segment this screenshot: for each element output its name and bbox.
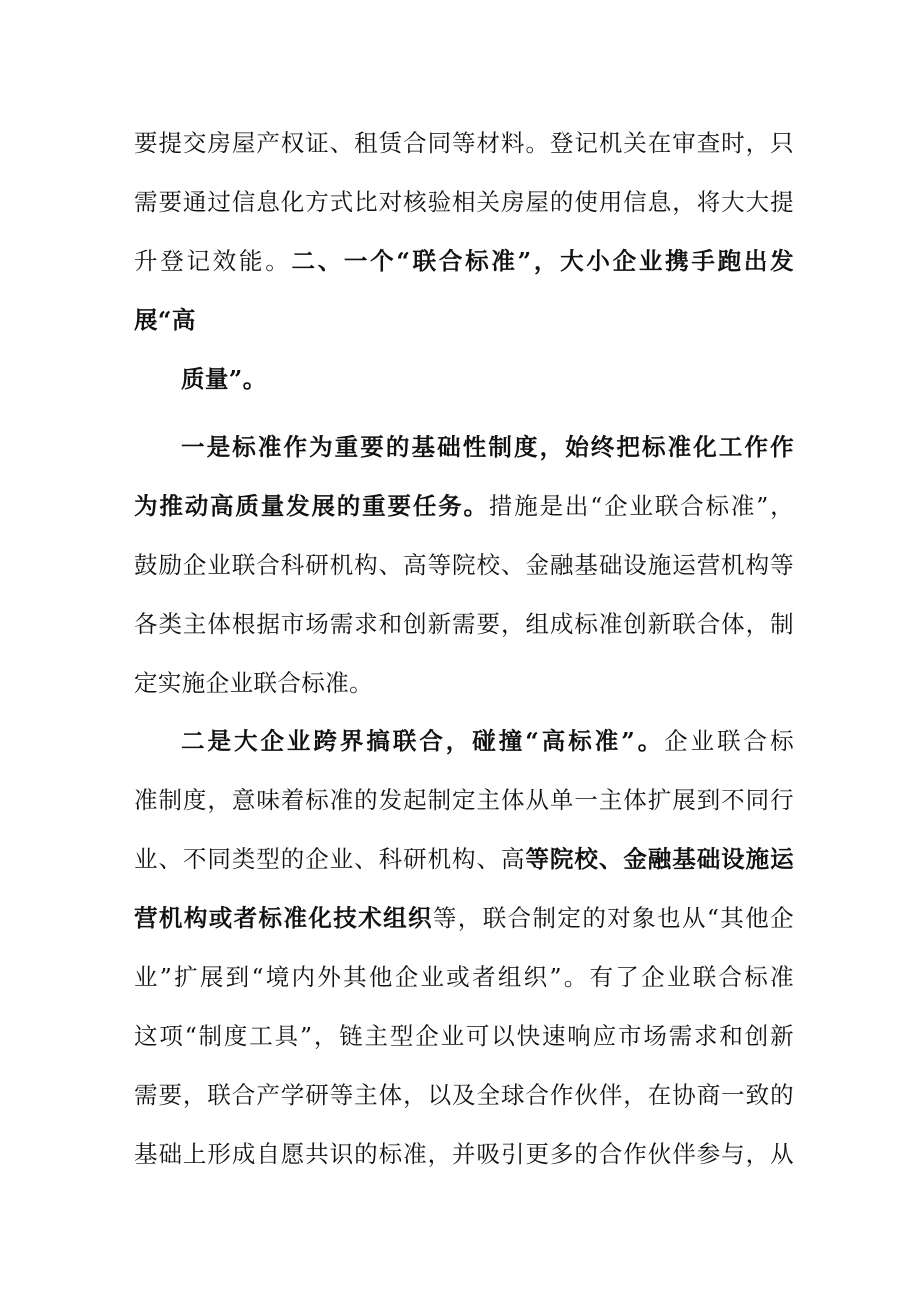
text-run: 业、不同类型的企业、科研机构、高	[134, 845, 526, 873]
bold-run: 营机构或者标准化技术组织	[134, 904, 433, 932]
paragraph-2	[181, 350, 794, 409]
text-line: 鼓励企业联合科研机构、高等院校、金融基础设施运营机构等	[134, 551, 794, 579]
text-line: 各类主体根据市场需求和创新需要，组成标准创新联合体，制	[134, 610, 794, 638]
text-run: 企业联合标	[664, 727, 794, 755]
text-line: 定实施企业联合标准。	[134, 669, 373, 697]
text-line: 这项“制度工具”，链主型企业可以快速响应市场需求和创新	[134, 1022, 794, 1050]
text-line: 需要，联合产学研等主体，以及全球合作伙伴，在协商一致的	[134, 1081, 794, 1109]
bold-run: 一是标准作为重要的基础性制度，始终把标准化工作作	[181, 433, 794, 461]
text-line	[181, 350, 794, 409]
bold-run: 等院校、金融基础设施运	[525, 845, 795, 873]
paragraph-3	[134, 418, 794, 713]
text-line	[134, 889, 794, 948]
paragraph-1	[134, 114, 794, 350]
text-line: 业”扩展到“境内外其他企业或者组织”。有了企业联合标准	[134, 963, 794, 991]
text-run: 措施是出“企业联合标准”，	[488, 492, 794, 520]
text-line: 基础上形成自愿共识的标准，并吸引更多的合作伙伴参与，从	[134, 1140, 794, 1168]
paragraph-4	[134, 712, 794, 1184]
section-heading-cont: 质量”。	[181, 365, 267, 393]
text-run: 升登记效能。	[134, 247, 292, 275]
text-run: 等，联合制定的对象也从“其他企	[432, 904, 794, 932]
text-line	[134, 418, 794, 477]
text-line: 要提交房屋产权证、租赁合同等材料。登记机关在审查时，只	[134, 129, 794, 157]
bold-run: 为推动高质量发展的重要任务。	[134, 492, 489, 520]
text-line	[134, 712, 794, 771]
text-line	[134, 232, 794, 291]
text-line: 准制度，意味着标准的发起制定主体从单一主体扩展到不同行	[134, 786, 794, 814]
text-line	[134, 830, 794, 889]
bold-run: 二是大企业跨界搞联合，碰撞“高标准”。	[181, 727, 665, 755]
text-line	[134, 291, 794, 350]
text-line	[134, 477, 794, 536]
section-heading-cont: 展“高	[134, 306, 196, 334]
text-line: 需要通过信息化方式比对核验相关房屋的使用信息，将大大提	[134, 188, 794, 216]
section-heading: 二、一个“联合标准”，大小企业携手跑出发	[291, 247, 794, 275]
